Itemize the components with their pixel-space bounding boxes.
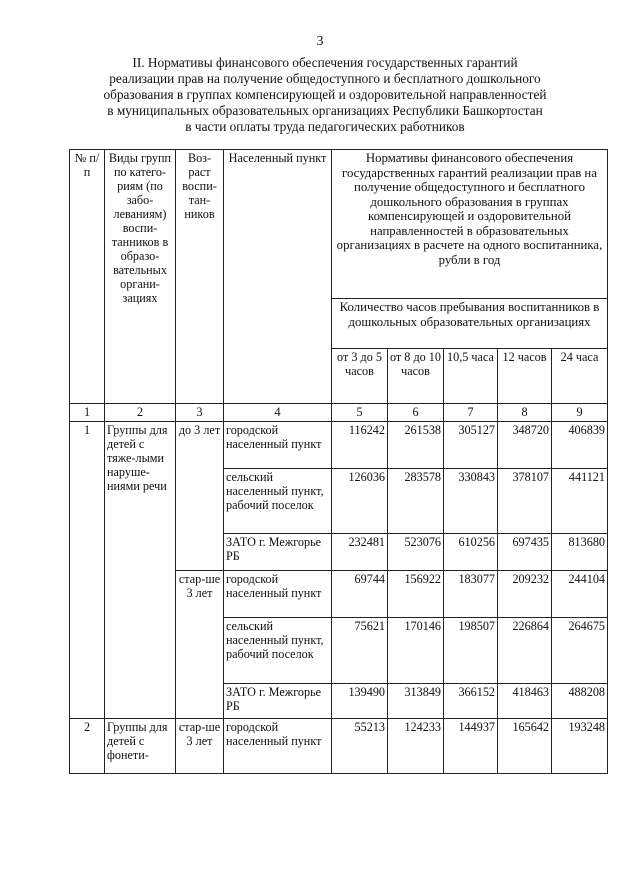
locality-cell: ЗАТО г. Межгорье РБ	[224, 684, 332, 719]
value-cell: 144937	[444, 719, 498, 774]
value-cell: 198507	[444, 618, 498, 684]
column-number: 7	[444, 404, 498, 422]
group-name: Группы для детей с фонети-	[105, 719, 176, 774]
section-title	[70, 55, 580, 135]
value-cell: 264675	[552, 618, 608, 684]
value-cell: 313849	[388, 684, 444, 719]
table-row	[70, 719, 608, 774]
value-cell: 813680	[552, 534, 608, 571]
group-number: 2	[70, 719, 105, 774]
value-cell: 116242	[332, 422, 388, 469]
value-cell: 170146	[388, 618, 444, 684]
value-cell: 226864	[498, 618, 552, 684]
norms-table	[69, 149, 608, 774]
value-cell: 418463	[498, 684, 552, 719]
value-cell: 378107	[498, 469, 552, 534]
header-hours-col: от 3 до 5 часов	[332, 349, 388, 404]
column-number: 3	[176, 404, 224, 422]
value-cell: 183077	[444, 571, 498, 618]
header-age: Воз-раст воспи-тан-ников	[176, 150, 224, 404]
value-cell: 124233	[388, 719, 444, 774]
title-line: в муниципальных образовательных организациях Республики Башкортостан	[107, 103, 543, 118]
table-row	[70, 422, 608, 469]
header-hours-col: 12 часов	[498, 349, 552, 404]
value-cell: 366152	[444, 684, 498, 719]
locality-cell: городской населенный пункт	[224, 719, 332, 774]
value-cell: 232481	[332, 534, 388, 571]
value-cell: 348720	[498, 422, 552, 469]
age-label: стар-ше 3 лет	[176, 719, 224, 774]
column-number: 4	[224, 404, 332, 422]
column-number: 1	[70, 404, 105, 422]
value-cell: 139490	[332, 684, 388, 719]
title-line: II. Нормативы финансового обеспечения государственных гарантий	[132, 55, 518, 70]
title-line: реализации прав на получение общедоступного и бесплатного дошкольного	[109, 71, 541, 86]
header-locality: Населенный пункт	[224, 150, 332, 404]
value-cell: 69744	[332, 571, 388, 618]
page-number: 3	[316, 34, 324, 49]
value-cell: 126036	[332, 469, 388, 534]
value-cell: 165642	[498, 719, 552, 774]
value-cell: 75621	[332, 618, 388, 684]
value-cell: 697435	[498, 534, 552, 571]
locality-cell: сельский населенный пункт, рабочий поселок	[224, 618, 332, 684]
value-cell: 156922	[388, 571, 444, 618]
locality-cell: сельский населенный пункт, рабочий поселок	[224, 469, 332, 534]
header-hours-col: 10,5 часа	[444, 349, 498, 404]
locality-cell: городской населенный пункт	[224, 571, 332, 618]
header-norm-title: Нормативы финансового обеспечения государственных гарантий реализации прав на получение общедоступного и бесплатного дошкольного образования в группах компенсирующей и оздоровительной направленностей в образовательных организациях в расчете на одного воспитанника, рубли в год	[332, 150, 608, 299]
value-cell: 305127	[444, 422, 498, 469]
column-number: 2	[105, 404, 176, 422]
column-number: 6	[388, 404, 444, 422]
value-cell: 610256	[444, 534, 498, 571]
header-num: № п/п	[70, 150, 105, 404]
group-number: 1	[70, 422, 105, 719]
column-number: 9	[552, 404, 608, 422]
value-cell: 55213	[332, 719, 388, 774]
column-number: 5	[332, 404, 388, 422]
value-cell: 488208	[552, 684, 608, 719]
group-name: Группы для детей с тяже-лыми наруше-ниями речи	[105, 422, 176, 719]
title-line: образования в группах компенсирующей и оздоровительной направленностей	[103, 87, 547, 102]
age-label: стар-ше 3 лет	[176, 571, 224, 719]
value-cell: 193248	[552, 719, 608, 774]
locality-cell: городской населенный пункт	[224, 422, 332, 469]
column-number: 8	[498, 404, 552, 422]
value-cell: 441121	[552, 469, 608, 534]
value-cell: 244104	[552, 571, 608, 618]
header-hours-col: от 8 до 10 часов	[388, 349, 444, 404]
value-cell: 261538	[388, 422, 444, 469]
locality-cell: ЗАТО г. Межгорье РБ	[224, 534, 332, 571]
value-cell: 406839	[552, 422, 608, 469]
age-label: до 3 лет	[176, 422, 224, 571]
value-cell: 209232	[498, 571, 552, 618]
value-cell: 523076	[388, 534, 444, 571]
header-hours-col: 24 часа	[552, 349, 608, 404]
value-cell: 283578	[388, 469, 444, 534]
value-cell: 330843	[444, 469, 498, 534]
header-group-type: Виды групп по катего-риям (по забо-леваниям) воспи-танников в образо-вательных органи-зациях	[105, 150, 176, 404]
title-line: в части оплаты труда педагогических работников	[185, 119, 465, 134]
header-hours-title: Количество часов пребывания воспитанников в дошкольных образовательных организациях	[332, 299, 608, 349]
